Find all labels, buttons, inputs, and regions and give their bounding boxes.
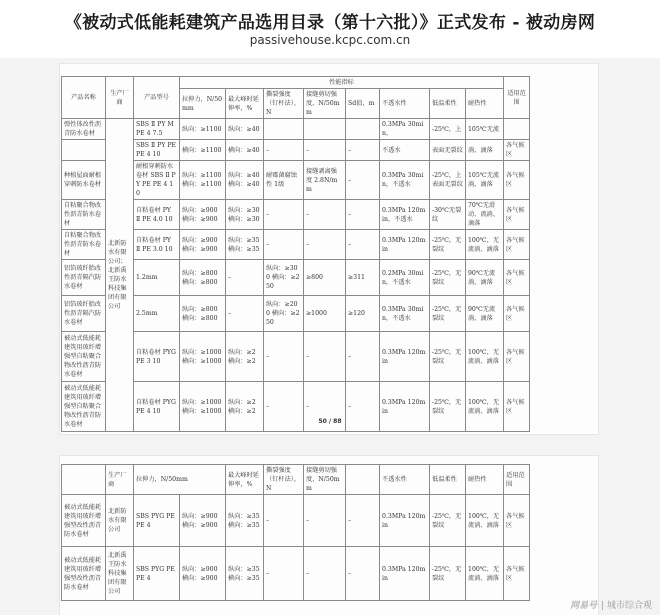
header-blank bbox=[62, 465, 106, 495]
cell-tear: – bbox=[264, 495, 304, 547]
cell-tensile: 纵向：≥1100 横向：≥1100 bbox=[180, 161, 226, 200]
header-manufacturer: 生产厂商 bbox=[106, 465, 134, 495]
cell-scope: 各气候区 bbox=[504, 230, 530, 260]
cell-cold: -25℃，无裂纹 bbox=[430, 495, 466, 547]
table-row bbox=[62, 119, 530, 140]
cell-model: 自粘卷材 PYG PE 4 10 bbox=[134, 382, 180, 432]
cell-tear: – bbox=[264, 382, 304, 432]
cell-tensile: 纵向：≥800 横向：≥800 bbox=[180, 296, 226, 332]
cell-heat: 70℃无滑动、流淌、滴落 bbox=[466, 200, 504, 230]
cell-tensile: 纵向：≥800 横向：≥800 bbox=[180, 260, 226, 296]
cell-product-name: 种植屋面耐根穿刺防水卷材 bbox=[62, 161, 106, 200]
cell-sd: – bbox=[346, 140, 380, 161]
cell-tear: – bbox=[264, 332, 304, 382]
cell-tear: 纵向：≥200 横向：≥250 bbox=[264, 296, 304, 332]
cell-cold: 表面无裂纹 bbox=[430, 140, 466, 161]
cell-tear bbox=[264, 119, 304, 140]
cell-tensile: 纵向：≥1000 横向：≥1000 bbox=[180, 382, 226, 432]
cell-seam: – bbox=[304, 200, 346, 230]
table-row bbox=[62, 547, 530, 601]
cell-scope: 各气候区 bbox=[504, 332, 530, 382]
cell-cold: -25℃，无裂纹 bbox=[430, 230, 466, 260]
cell-seam: 接缝剥离强度 2.8N/mm bbox=[304, 161, 346, 200]
cell-tensile: 横向：≥1100 bbox=[180, 140, 226, 161]
cell-cold: -25℃，上表面无裂纹 bbox=[430, 161, 466, 200]
cell-water: 0.3MPa 120min bbox=[380, 382, 430, 432]
cell-sd: – bbox=[346, 332, 380, 382]
cell-seam: ≥800 bbox=[304, 260, 346, 296]
cell-heat: 100℃，无流淌、滴落 bbox=[466, 547, 504, 601]
cell-seam: – bbox=[304, 230, 346, 260]
cell-product-name bbox=[62, 140, 106, 161]
watermark-text: | 城市综合观 bbox=[601, 601, 652, 611]
page-number: 50 / 88 bbox=[318, 418, 342, 425]
cell-product-name: 被动式低能耗建筑用玻纤增强型改性沥青防水卷材 bbox=[62, 547, 106, 601]
cell-product-name: 被动式低能耗建筑用玻纤增强型改性沥青防水卷材 bbox=[62, 495, 106, 547]
cell-elongation: 纵向：≥40 横向：≥40 bbox=[226, 161, 264, 200]
cell-model: SBS Ⅱ PY PE PE 4 10 bbox=[134, 140, 180, 161]
cell-cold: -25℃，无裂纹 bbox=[430, 260, 466, 296]
cell-cold: -25℃，无裂纹 bbox=[430, 382, 466, 432]
cell-heat: 100℃，无流淌、滴落 bbox=[466, 495, 504, 547]
cell-elongation: 纵向：≥35 横向：≥35 bbox=[226, 495, 264, 547]
cell-water: 0.3MPa 120min bbox=[380, 495, 430, 547]
cell-manufacturer: 北新防水有限公司；北新禹王防水科技集团有限公司 bbox=[106, 119, 134, 432]
cell-heat: 100℃，无流淌、滴落 bbox=[466, 382, 504, 432]
cell-water: 0.2MPa 30min，不透水 bbox=[380, 260, 430, 296]
header-elongation: 最大峰时延伸率，% bbox=[226, 89, 264, 119]
cell-scope: 各气候区 bbox=[504, 382, 530, 432]
cell-elongation: – bbox=[226, 296, 264, 332]
cell-elongation: 纵向：≥2 横向：≥2 bbox=[226, 332, 264, 382]
cell-sd: – bbox=[346, 547, 380, 601]
cell-scope: 各气候区 bbox=[504, 140, 530, 161]
cell-sd: ≥120 bbox=[346, 296, 380, 332]
cell-water: 0.3MPa 30min，不透水 bbox=[380, 161, 430, 200]
cell-seam: – bbox=[304, 495, 346, 547]
cell-product-name: 弹性体改性沥青防水卷材 bbox=[62, 119, 106, 140]
cell-model: SBS PYG PE PE 4 bbox=[134, 495, 180, 547]
cell-tensile: 纵向：≥900 横向：≥900 bbox=[180, 230, 226, 260]
cell-sd: – bbox=[346, 382, 380, 432]
cell-cold: -25℃，无裂纹 bbox=[430, 296, 466, 332]
header-sd: Sd值，m bbox=[346, 89, 380, 119]
netease-logo: 网易号 bbox=[570, 601, 598, 611]
cell-model: SBS Ⅱ PY M PE 4 7.5 bbox=[134, 119, 180, 140]
header-cold: 低温柔性 bbox=[430, 465, 466, 495]
cell-heat: 90℃无流淌、滴落 bbox=[466, 260, 504, 296]
cell-heat: 90℃无流淌、滴落 bbox=[466, 296, 504, 332]
article-title: 《被动式低能耗建筑产品选用目录（第十六批）》正式发布 - 被动房网 bbox=[64, 13, 596, 33]
cell-scope: 各气候区 bbox=[504, 495, 530, 547]
cell-seam: – bbox=[304, 332, 346, 382]
cell-scope: 各气候区 bbox=[504, 547, 530, 601]
cell-cold: -25℃，无裂纹 bbox=[430, 332, 466, 382]
header-manufacturer: 生产厂商 bbox=[106, 77, 134, 119]
cell-water: 0.3MPa 30min，不透水 bbox=[380, 296, 430, 332]
header-water: 不透水性 bbox=[380, 465, 430, 495]
cell-scope: 各气候区 bbox=[504, 260, 530, 296]
header-seam: 接缝剪切强度，N/50mm bbox=[304, 465, 346, 495]
header-sd bbox=[346, 465, 380, 495]
product-table-page-1 bbox=[61, 76, 530, 432]
cell-manufacturer: 北新禹王防水科技集团有限公司 bbox=[106, 547, 134, 601]
cell-heat: 100℃，无流淌、滴落 bbox=[466, 230, 504, 260]
cell-elongation: – bbox=[226, 260, 264, 296]
cell-product-name: 被动式低能耗建筑用玻纤增强型自粘聚合物改性沥青防水卷材 bbox=[62, 382, 106, 432]
header-product-name: 产品名称 bbox=[62, 77, 106, 119]
cell-cold: -30℃无裂纹 bbox=[430, 200, 466, 230]
cell-heat: 105℃无流 bbox=[466, 119, 504, 140]
cell-elongation: 纵向：≥35 横向：≥35 bbox=[226, 230, 264, 260]
cell-manufacturer: 北新防水有限公司 bbox=[106, 495, 134, 547]
cell-model: SBS PYG PE PE 4 bbox=[134, 547, 180, 601]
cell-sd: – bbox=[346, 200, 380, 230]
cell-model: 自粘卷材 PY Ⅱ PE 3.0 10 bbox=[134, 230, 180, 260]
cell-elongation: 纵向：≥40 bbox=[226, 119, 264, 140]
cell-scope: 各气候区 bbox=[504, 161, 530, 200]
cell-seam bbox=[304, 119, 346, 140]
cell-seam: – bbox=[304, 382, 346, 432]
cell-product-name: 铝箔玻纤胎改性沥青隔汽防水卷材 bbox=[62, 296, 106, 332]
cell-elongation: 纵向：≥30 横向：≥30 bbox=[226, 200, 264, 230]
cell-tear: 耐霉菌腐蚀性 1级 bbox=[264, 161, 304, 200]
header-tear: 撕裂强度（钉杆法），N bbox=[264, 465, 304, 495]
cell-seam: – bbox=[304, 547, 346, 601]
cell-tensile: 纵向：≥1000 横向：≥1000 bbox=[180, 332, 226, 382]
cell-model: 自粘卷材 PY Ⅱ PE 4.0 10 bbox=[134, 200, 180, 230]
header-tear: 撕裂强度（钉杆法），N bbox=[264, 89, 304, 119]
cell-sd: – bbox=[346, 230, 380, 260]
cell-product-name: 铝箔玻纤胎改性沥青隔汽防水卷材 bbox=[62, 260, 106, 296]
cell-water: 不透水 bbox=[380, 140, 430, 161]
cell-tensile: 纵向：≥1100 bbox=[180, 119, 226, 140]
cell-sd: – bbox=[346, 161, 380, 200]
cell-heat: 100℃，无流淌、滴落 bbox=[466, 332, 504, 382]
header-model: 产品型号 bbox=[134, 77, 180, 119]
header-heat: 耐热性 bbox=[466, 465, 504, 495]
header-seam: 接缝剪切强度，N/50mm bbox=[304, 89, 346, 119]
cell-tear: – bbox=[264, 140, 304, 161]
cell-product-name: 自粘聚合物改性沥青防水卷材 bbox=[62, 200, 106, 230]
cell-cold: -25℃，上 bbox=[430, 119, 466, 140]
cell-water: 0.3MPa 120min bbox=[380, 230, 430, 260]
product-table-page-2 bbox=[61, 464, 530, 601]
cell-model: 2.5mm bbox=[134, 296, 180, 332]
cell-scope: 各气候区 bbox=[504, 200, 530, 230]
cell-product-name: 被动式低能耗建筑用玻纤增强型自粘聚合物改性沥青防水卷材 bbox=[62, 332, 106, 382]
cell-model: 自粘卷材 PYG PE 3 10 bbox=[134, 332, 180, 382]
cell-water: 0.3MPa 120min，不透水 bbox=[380, 200, 430, 230]
header-water: 不透水性 bbox=[380, 89, 430, 119]
cell-elongation: 纵向：≥35 横向：≥35 bbox=[226, 547, 264, 601]
cell-tensile: 纵向：≥900 横向：≥900 bbox=[180, 200, 226, 230]
cell-seam: ≥1000 bbox=[304, 296, 346, 332]
header-scope: 适用范围 bbox=[504, 465, 530, 495]
header-cold: 低温柔性 bbox=[430, 89, 466, 119]
article-header bbox=[0, 0, 660, 58]
header-scope: 适用范围 bbox=[504, 77, 530, 119]
cell-sd: ≥311 bbox=[346, 260, 380, 296]
cell-water: 0.3MPa 120min bbox=[380, 332, 430, 382]
cell-elongation: 横向：≥40 bbox=[226, 140, 264, 161]
cell-model: 1.2mm bbox=[134, 260, 180, 296]
cell-scope: 各气候区 bbox=[504, 296, 530, 332]
cell-water: 0.3MPa 30min， bbox=[380, 119, 430, 140]
source-watermark bbox=[570, 598, 652, 611]
cell-tensile: 纵向：≥900 横向：≥900 bbox=[180, 547, 226, 601]
table-row bbox=[62, 495, 530, 547]
cell-sd bbox=[346, 119, 380, 140]
cell-scope bbox=[504, 119, 530, 140]
cell-product-name: 自粘聚合物改性沥青防水卷材 bbox=[62, 230, 106, 260]
cell-heat: 淌、滴落 bbox=[466, 140, 504, 161]
header-elongation: 最大峰时延伸率，% bbox=[226, 465, 264, 495]
header-performance-group: 性能指标 bbox=[180, 77, 504, 89]
cell-sd: – bbox=[346, 495, 380, 547]
header-tensile: 拉伸力，N/50mm bbox=[134, 465, 226, 495]
cell-cold: -25℃，无裂纹 bbox=[430, 547, 466, 601]
cell-tear: – bbox=[264, 200, 304, 230]
source-url[interactable]: passivehouse.kcpc.com.cn bbox=[249, 33, 411, 47]
header-heat: 耐热性 bbox=[466, 89, 504, 119]
cell-model: 耐根穿刺防水卷材 SBS Ⅱ PY PE PE 4 10 bbox=[134, 161, 180, 200]
cell-tear: – bbox=[264, 547, 304, 601]
cell-heat: 105℃无流淌、滴落 bbox=[466, 161, 504, 200]
header-tensile: 拉伸力，N/50mm bbox=[180, 89, 226, 119]
cell-tear: 纵向：≥300 横向：≥250 bbox=[264, 260, 304, 296]
cell-tensile: 纵向：≥900 横向：≥900 bbox=[180, 495, 226, 547]
cell-tear: – bbox=[264, 230, 304, 260]
cell-seam: – bbox=[304, 140, 346, 161]
cell-water: 0.3MPa 120min bbox=[380, 547, 430, 601]
cell-elongation: 纵向：≥2 横向：≥2 bbox=[226, 382, 264, 432]
